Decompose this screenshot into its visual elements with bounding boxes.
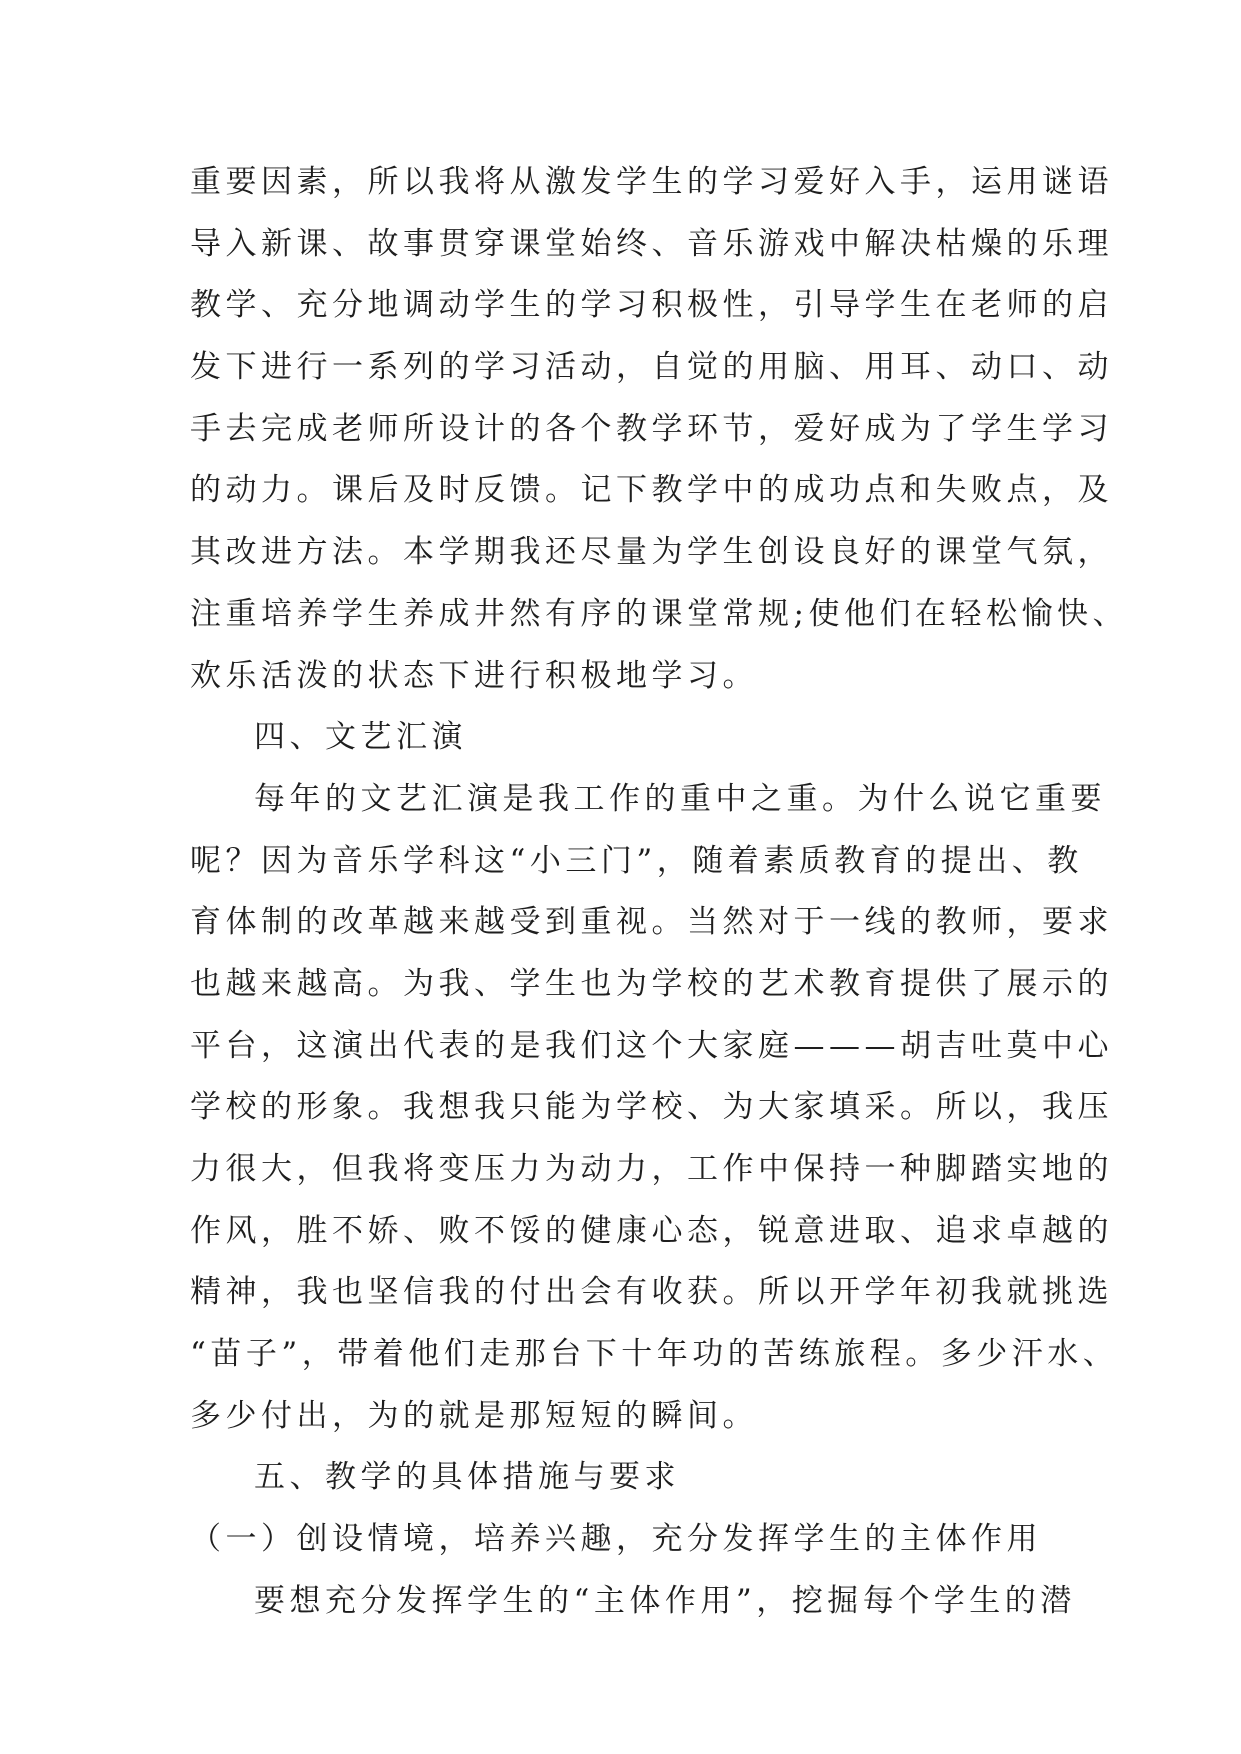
body-line: 的动力。课后及时反馈。记下教学中的成功点和失败点，及 bbox=[190, 472, 1113, 509]
body-line: “苗子”，带着他们走那台下十年功的苦练旅程。多少汗水、 bbox=[190, 1336, 1119, 1373]
body-line: 发下进行一系列的学习活动，自觉的用脑、用耳、动口、动 bbox=[190, 349, 1113, 386]
body-line: 注重培养学生养成井然有序的课堂常规;使他们在轻松愉快、 bbox=[190, 595, 1128, 632]
body-line: 每年的文艺汇演是我工作的重中之重。为什么说它重要 bbox=[254, 780, 1106, 817]
section-heading: 四、文艺汇演 bbox=[254, 719, 467, 756]
section-heading: 五、教学的具体措施与要求 bbox=[254, 1459, 680, 1496]
body-line: 重要因素，所以我将从激发学生的学习爱好入手，运用谜语 bbox=[190, 164, 1113, 200]
body-line: 育体制的改革越来越受到重视。当然对于一线的教师，要求 bbox=[190, 904, 1113, 941]
body-line: 力很大，但我将变压力为动力，工作中保持一种脚踏实地的 bbox=[190, 1151, 1113, 1187]
body-line: 呢？因为音乐学科这“小三门”，随着素质教育的提出、教 bbox=[190, 842, 1083, 879]
body-line: 导入新课、故事贯穿课堂始终、音乐游戏中解决枯燥的乐理 bbox=[190, 225, 1113, 262]
body-line: 要想充分发挥学生的“主体作用”，挖掘每个学生的潜 bbox=[254, 1582, 1076, 1619]
body-line: 手去完成老师所设计的各个教学环节，爱好成为了学生学习 bbox=[190, 410, 1113, 447]
subsection-heading: （一）创设情境，培养兴趣，充分发挥学生的主体作用 bbox=[190, 1521, 1042, 1558]
document-body bbox=[190, 152, 1128, 1633]
body-line: 平台，这演出代表的是我们这个大家庭———胡吉吐莫中心 bbox=[190, 1027, 1113, 1064]
body-line: 教学、充分地调动学生的学习积极性，引导学生在老师的启 bbox=[190, 287, 1113, 324]
body-line: 其改进方法。本学期我还尽量为学生创设良好的课堂气氛， bbox=[190, 534, 1113, 571]
body-line: 作风，胜不娇、败不馁的健康心态，锐意进取、追求卓越的 bbox=[190, 1212, 1113, 1249]
body-line: 精神，我也坚信我的付出会有收获。所以开学年初我就挑选 bbox=[190, 1274, 1113, 1311]
body-line: 欢乐活泼的状态下进行积极地学习。 bbox=[190, 657, 758, 694]
body-line: 也越来越高。为我、学生也为学校的艺术教育提供了展示的 bbox=[190, 965, 1113, 1002]
body-line: 学校的形象。我想我只能为学校、为大家填采。所以，我压 bbox=[190, 1089, 1113, 1126]
body-line: 多少付出，为的就是那短短的瞬间。 bbox=[190, 1397, 758, 1434]
